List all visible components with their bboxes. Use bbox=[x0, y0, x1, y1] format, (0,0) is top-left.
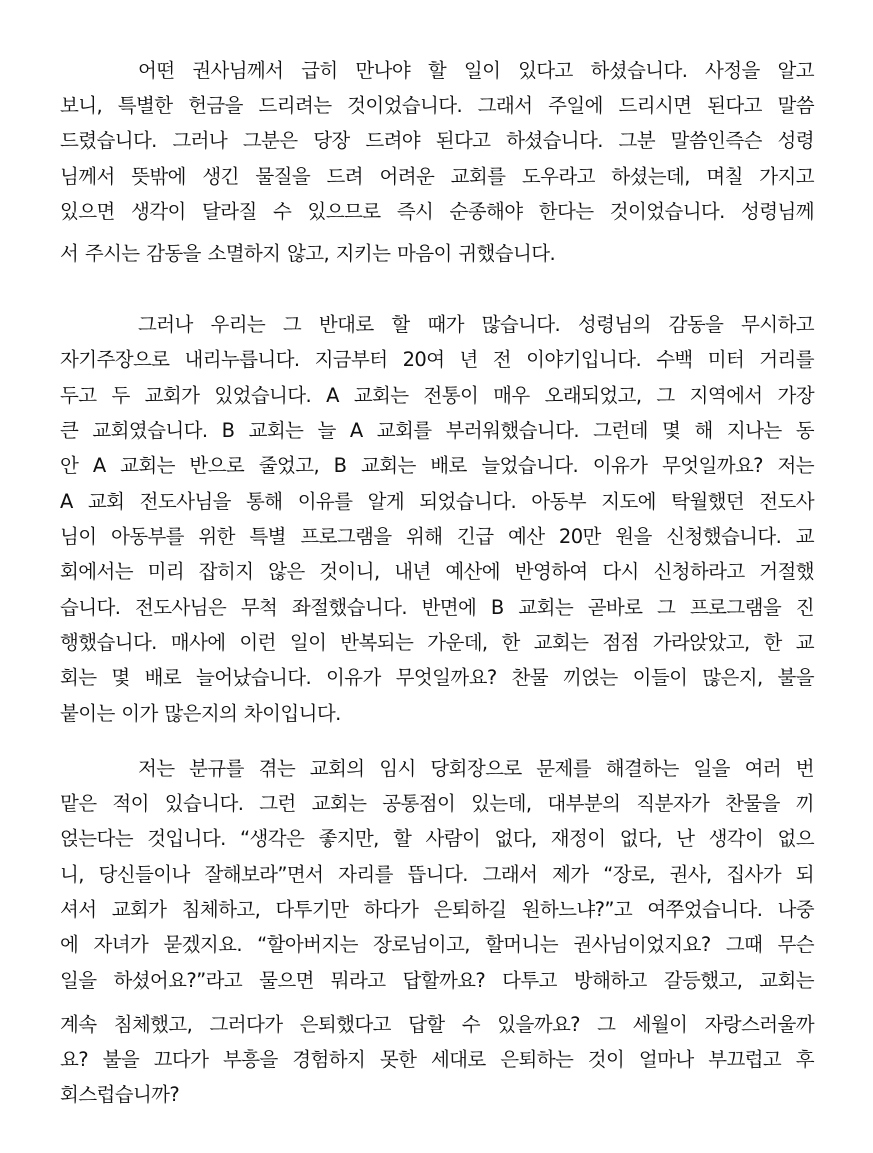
text-line: 안 A 교회는 반으로 줄었고, B 교회는 배로 늘었습니다. 이유가 무엇일까요? 저는 bbox=[60, 454, 814, 477]
text-line: 있으면 생각이 달라질 수 있으므로 즉시 순종해야 한다는 것이었습니다. 성령님께 bbox=[60, 200, 814, 223]
text-line: 요? 불을 끄다가 부흥을 경험하지 못한 세대로 은퇴하는 것이 얼마나 부끄럽고 후 bbox=[60, 1048, 814, 1071]
text-line: 자기주장으로 내리누릅니다. 지금부터 20여 년 전 이야기입니다. 수백 미터 거리를 bbox=[60, 348, 814, 371]
text-line: 저는 분규를 겪는 교회의 임시 당회장으로 문제를 해결하는 일을 여러 번 bbox=[138, 757, 814, 780]
text-line: 습니다. 전도사님은 무척 좌절했습니다. 반면에 B 교회는 곧바로 그 프로그램을 진 bbox=[60, 596, 814, 619]
text-line: 서 주시는 감동을 소멸하지 않고, 지키는 마음이 귀했습니다. bbox=[60, 242, 556, 265]
text-line: 어떤 권사님께서 급히 만나야 할 일이 있다고 하셨습니다. 사정을 알고 bbox=[138, 59, 814, 82]
text-line: 에 자녀가 묻겠지요. “할아버지는 장로님이고, 할머니는 권사님이었지요? 그때 무슨 bbox=[60, 933, 814, 956]
text-line: 님께서 뜻밖에 생긴 물질을 드려 어려운 교회를 도우라고 하셨는데, 며칠 가지고 bbox=[60, 165, 814, 188]
text-line: 님이 아동부를 위한 특별 프로그램을 위해 긴급 예산 20만 원을 신청했습니다. 교 bbox=[60, 525, 814, 548]
text-line: 두고 두 교회가 있었습니다. A 교회는 전통이 매우 오래되었고, 그 지역에서 가장 bbox=[60, 384, 814, 407]
text-line: 셔서 교회가 침체하고, 다투기만 하다가 은퇴하길 원하느냐?”고 여쭈었습니다. 나중 bbox=[60, 898, 814, 921]
text-line: 드렸습니다. 그러나 그분은 당장 드려야 된다고 하셨습니다. 그분 말씀인즉슨 성령 bbox=[60, 129, 814, 152]
text-line: 행했습니다. 매사에 이런 일이 반복되는 가운데, 한 교회는 점점 가라앉았고, 한 교 bbox=[60, 631, 814, 654]
text-line: 회는 몇 배로 늘어났습니다. 이유가 무엇일까요? 찬물 끼얹는 이들이 많은지, 불을 bbox=[60, 666, 814, 689]
text-line: 니, 당신들이나 잘해보라”면서 자리를 뜹니다. 그래서 제가 “장로, 권사, 집사가 되 bbox=[60, 863, 814, 886]
text-line: 맡은 적이 있습니다. 그런 교회는 공통점이 있는데, 대부분의 직분자가 찬물을 끼 bbox=[60, 792, 814, 815]
text-line: 회에서는 미리 잡히지 않은 것이니, 내년 예산에 반영하여 다시 신청하라고 거절했 bbox=[60, 560, 814, 583]
text-line: 일을 하셨어요?”라고 물으면 뭐라고 답할까요? 다투고 방해하고 갈등했고, 교회는 bbox=[60, 969, 814, 992]
text-line: 보니, 특별한 헌금을 드리려는 것이었습니다. 그래서 주일에 드리시면 된다고 말씀 bbox=[60, 94, 814, 117]
text-line: 큰 교회였습니다. B 교회는 늘 A 교회를 부러워했습니다. 그런데 몇 해 지나는 동 bbox=[60, 419, 814, 442]
text-line: 붙이는 이가 많은지의 차이입니다. bbox=[60, 702, 341, 725]
text-line: A 교회 전도사님을 통해 이유를 알게 되었습니다. 아동부 지도에 탁월했던 전도사 bbox=[60, 490, 814, 513]
text-line: 계속 침체했고, 그러다가 은퇴했다고 답할 수 있을까요? 그 세월이 자랑스러울까 bbox=[60, 1013, 814, 1036]
text-line: 그러나 우리는 그 반대로 할 때가 많습니다. 성령님의 감동을 무시하고 bbox=[138, 313, 814, 336]
text-line: 얹는다는 것입니다. “생각은 좋지만, 할 사람이 없다, 재정이 없다, 난 생각이 없으 bbox=[60, 827, 814, 850]
text-line: 회스럽습니까? bbox=[60, 1083, 180, 1106]
